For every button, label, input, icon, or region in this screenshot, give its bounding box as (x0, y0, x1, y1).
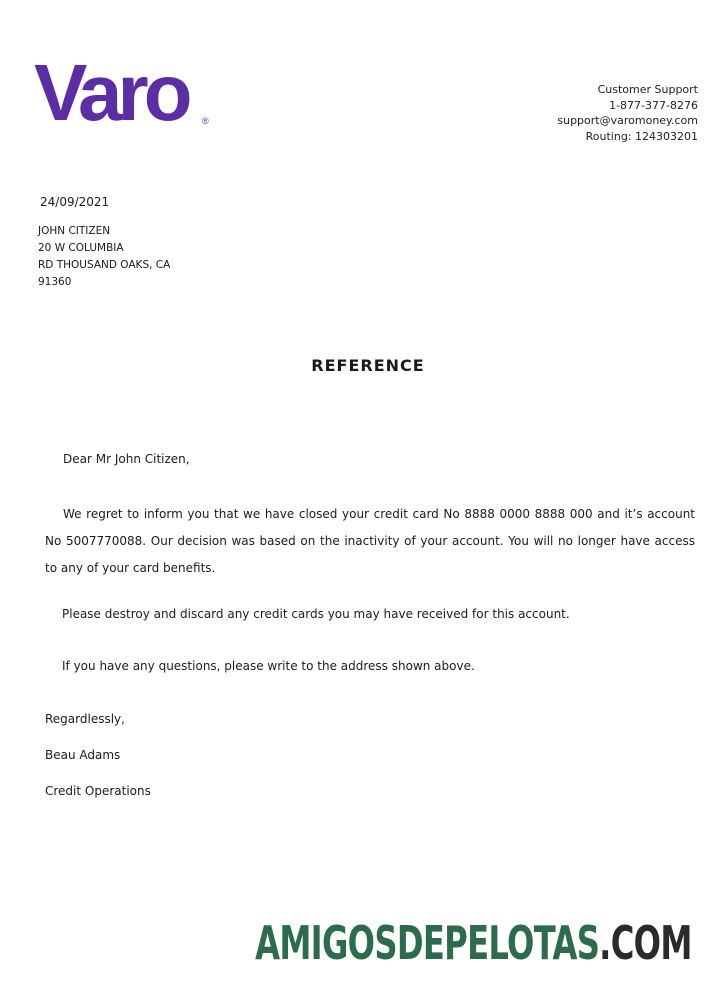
varo-logo (34, 52, 234, 132)
recipient-address (38, 223, 170, 291)
watermark (255, 916, 692, 970)
watermark-tld: .COM (599, 916, 692, 970)
recipient-name: JOHN CITIZEN (38, 225, 111, 237)
letter-paragraph: We regret to inform you that we have closed your credit card No 8888 0000 8888 000 and it’s account No 5007770088. Our decision was based on the inactivity of your account. You will no longer have access to any of your card benefits. (45, 507, 695, 575)
contact-routing: Routing: 124303201 (585, 129, 698, 143)
recipient-zip: 91360 (38, 276, 72, 288)
letter-paragraph: If you have any questions, please write to the address shown above. (62, 659, 475, 673)
registered-mark: ® (202, 116, 209, 126)
varo-logo-graphic (34, 52, 234, 132)
recipient-city: RD THOUSAND OAKS, CA (38, 259, 171, 271)
letter-subject: REFERENCE (311, 356, 425, 375)
contact-block (557, 82, 698, 144)
signer-title: Credit Operations (45, 784, 151, 798)
letter-paragraph: Please destroy and discard any credit cards you may have received for this account. (62, 607, 570, 621)
watermark-main: AMIGOSDEPELOTAS (255, 916, 600, 970)
contact-label: Customer Support (597, 83, 698, 96)
signer-name: Beau Adams (45, 748, 121, 762)
logo-wordmark: Varo (34, 52, 188, 132)
contact-email: support@varomoney.com (557, 114, 698, 127)
letter-greeting: Dear Mr John Citizen, (63, 452, 190, 466)
letter-date: 24/09/2021 (40, 195, 110, 209)
contact-phone: 1-877-377-8276 (609, 98, 698, 112)
recipient-street: 20 W COLUMBIA (38, 242, 124, 254)
letter-closing: Regardlessly, (45, 712, 125, 726)
